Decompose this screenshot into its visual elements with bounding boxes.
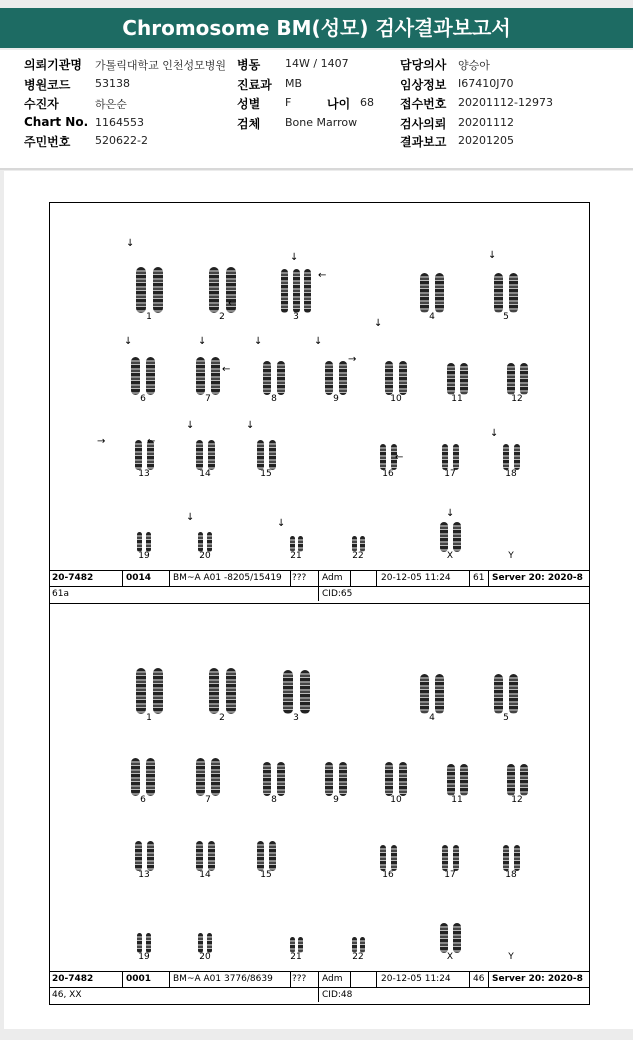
cell-id: CID:48 (322, 990, 353, 1000)
chromosome-pair-12 (504, 764, 530, 796)
chromosome-pair-16 (377, 845, 399, 871)
cell-id: CID:65 (322, 589, 353, 599)
arrow-down-icon: ↓ (186, 512, 195, 523)
chromosome-label: 21 (290, 952, 302, 962)
arrow-left-icon: ← (318, 270, 327, 281)
chromosome-pair-7 (193, 758, 223, 796)
footer-divider (488, 571, 489, 586)
chromosome-label: 9 (333, 795, 339, 805)
info-value: F (285, 96, 292, 109)
footer-divider (469, 972, 470, 987)
chromosome-label: 18 (505, 870, 517, 880)
chromosome-label: 13 (138, 469, 150, 479)
chromosome-pair-22 (350, 536, 366, 552)
chromosome-label: 1 (146, 713, 152, 723)
karyogram-footer (50, 971, 589, 987)
slide-location: BM~A A01 3776/8639 (173, 974, 273, 984)
chromosome-label: 20 (199, 952, 211, 962)
chromosome-pair-19 (135, 933, 153, 953)
info-value: 20201205 (458, 134, 514, 147)
chromosome-label: 12 (511, 795, 523, 805)
footer-divider (169, 972, 170, 987)
info-value: 14W / 1407 (285, 57, 349, 70)
chromosome-pair-17 (439, 444, 461, 470)
chromosome-pair-11 (444, 363, 470, 395)
arrow-left-icon: ← (395, 452, 404, 463)
slide-location: BM~A A01 -8205/15419 (173, 573, 282, 583)
arrow-down-icon: ↓ (124, 336, 133, 347)
info-value: 53138 (95, 77, 130, 90)
chromosome-pair-7 (193, 357, 223, 395)
info-label: 의뢰기관명 (24, 58, 82, 72)
chromosome-pair-3 (279, 269, 313, 313)
chromosome-label: 5 (503, 713, 509, 723)
info-label: 검체 (237, 117, 261, 131)
info-label: Chart No. (24, 115, 89, 129)
chromosome-label: 16 (382, 469, 394, 479)
chromosome-label: 3 (293, 312, 299, 322)
arrow-left-icon: ← (147, 436, 156, 447)
info-value: 20201112 (458, 116, 514, 129)
chromosome-pair-4 (417, 273, 447, 313)
chromosome-label: 16 (382, 870, 394, 880)
info-label: 결과보고 (400, 135, 447, 149)
footer-divider (318, 988, 319, 1002)
info-label: 담당의사 (400, 58, 447, 72)
karyogram-footer (50, 570, 589, 586)
arrow-down-icon: ↓ (186, 420, 195, 431)
chromosome-label: 13 (138, 870, 150, 880)
footer-divider (318, 587, 319, 601)
header-divider (0, 168, 633, 170)
chromosome-pair-2 (205, 668, 239, 714)
cell-count: 61 (473, 573, 485, 583)
chromosome-label: 8 (271, 795, 277, 805)
chromosome-label: 6 (140, 394, 146, 404)
chromosome-pair-1 (132, 668, 166, 714)
chromosome-pair-3 (279, 670, 313, 714)
chromosome-label: 14 (199, 469, 211, 479)
info-label: 검사의뢰 (400, 117, 447, 131)
chromosome-pair-18 (500, 444, 522, 470)
footer-divider (290, 571, 291, 586)
footer-divider (318, 972, 319, 987)
karyogram-panel-1 (49, 202, 590, 604)
unknown-field: ??? (292, 974, 307, 984)
chromosome-pair-8 (260, 762, 288, 796)
chromosome-pair-20 (196, 532, 214, 552)
arrow-down-icon: ↓ (126, 238, 135, 249)
chromosome-label: 17 (444, 469, 456, 479)
chromosome-pair-12 (504, 363, 530, 395)
chromosome-label: 22 (352, 551, 364, 561)
arrow-down-icon: ↓ (490, 428, 499, 439)
karyotype-result: 46, XX (52, 990, 82, 1000)
arrow-right-icon: → (97, 436, 106, 447)
chromosome-pair-8 (260, 361, 288, 395)
info-label: 나이 (327, 97, 351, 111)
patient-info (0, 50, 633, 168)
arrow-down-icon: ↓ (488, 250, 497, 261)
arrow-down-icon: ↓ (374, 318, 383, 329)
chromosome-pair-15 (254, 841, 278, 871)
arrow-down-icon: ↓ (446, 508, 455, 519)
chromosome-label: 11 (451, 795, 463, 805)
chromosome-pair-10 (382, 762, 410, 796)
footer-divider (290, 972, 291, 987)
chromosome-pair-23 (437, 923, 463, 953)
server-name: Server 20: 2020-8 (492, 573, 583, 583)
info-label: 진료과 (237, 78, 272, 92)
arrow-down-icon: ↓ (277, 518, 286, 529)
chromosome-label: 21 (290, 551, 302, 561)
chromosome-pair-14 (193, 841, 217, 871)
chromosome-label: 9 (333, 394, 339, 404)
chromosome-label: Y (508, 551, 514, 561)
chromosome-pair-19 (135, 532, 153, 552)
chromosome-pair-13 (132, 841, 156, 871)
chromosome-pair-5 (491, 273, 521, 313)
info-label: 임상정보 (400, 78, 447, 92)
karyotype-row (50, 586, 589, 601)
info-value: 1164553 (95, 116, 144, 129)
footer-divider (122, 972, 123, 987)
chromosome-label: 17 (444, 870, 456, 880)
chromosome-pair-6 (128, 758, 158, 796)
arrow-left-icon: ← (228, 298, 237, 309)
unknown-field: ??? (292, 573, 307, 583)
chromosome-label: 19 (138, 551, 150, 561)
chromosome-pair-18 (500, 845, 522, 871)
arrow-left-icon: ← (222, 364, 231, 375)
chromosome-pair-14 (193, 440, 217, 470)
arrow-down-icon: ↓ (314, 336, 323, 347)
chromosome-pair-17 (439, 845, 461, 871)
chromosome-label: 1 (146, 312, 152, 322)
chromosome-pair-1 (132, 267, 166, 313)
case-id: 20-7482 (52, 974, 94, 984)
timestamp: 20-12-05 11:24 (381, 573, 451, 583)
chromosome-pair-21 (288, 536, 304, 552)
chromosome-pair-20 (196, 933, 214, 953)
chromosome-label: 10 (390, 795, 402, 805)
chromosome-label: X (446, 551, 454, 561)
chromosome-label: 6 (140, 795, 146, 805)
chromosome-label: 8 (271, 394, 277, 404)
slide-number: 0014 (126, 573, 152, 583)
user-name: Adm (322, 573, 343, 583)
info-value: 가톨릭대학교 인천성모병원 (95, 59, 227, 72)
arrow-down-icon: ↓ (254, 336, 263, 347)
chromosome-label: 5 (503, 312, 509, 322)
chromosome-label: 14 (199, 870, 211, 880)
chromosome-label: 4 (429, 312, 435, 322)
footer-divider (122, 571, 123, 586)
footer-divider (376, 571, 377, 586)
footer-divider (469, 571, 470, 586)
chromosome-pair-11 (444, 764, 470, 796)
chromosome-pair-6 (128, 357, 158, 395)
karyotype-result: 61a (52, 589, 69, 599)
karyogram-panel-2 (49, 603, 590, 1005)
chromosome-label: 10 (390, 394, 402, 404)
server-name: Server 20: 2020-8 (492, 974, 583, 984)
info-value: 520622-2 (95, 134, 148, 147)
info-label: 주민번호 (24, 135, 71, 149)
footer-divider (318, 571, 319, 586)
chromosome-pair-9 (322, 361, 350, 395)
chromosome-pair-22 (350, 937, 366, 953)
chromosome-label: 7 (205, 795, 211, 805)
info-value: 68 (360, 96, 374, 109)
chromosome-label: 3 (293, 713, 299, 723)
user-name: Adm (322, 974, 343, 984)
slide-number: 0001 (126, 974, 152, 984)
footer-divider (488, 972, 489, 987)
info-value: MB (285, 77, 303, 90)
chromosome-label: 11 (451, 394, 463, 404)
chromosome-pair-5 (491, 674, 521, 714)
chromosome-pair-4 (417, 674, 447, 714)
chromosome-pair-9 (322, 762, 350, 796)
footer-divider (350, 571, 351, 586)
report-title: Chromosome BM(성모) 검사결과보고서 (0, 8, 633, 48)
arrow-down-icon: ↓ (246, 420, 255, 431)
info-value: I67410J70 (458, 77, 514, 90)
chromosome-label: 15 (260, 469, 272, 479)
chromosome-label: 20 (199, 551, 211, 561)
chromosome-label: 18 (505, 469, 517, 479)
chromosome-pair-10 (382, 361, 410, 395)
info-value: 20201112-12973 (458, 96, 553, 109)
info-label: 접수번호 (400, 97, 447, 111)
timestamp: 20-12-05 11:24 (381, 974, 451, 984)
info-value: Bone Marrow (285, 116, 358, 129)
info-label: 수진자 (24, 97, 59, 111)
info-label: 병원코드 (24, 78, 71, 92)
info-value: 양승아 (458, 59, 490, 72)
chromosome-label: 19 (138, 952, 150, 962)
footer-divider (376, 972, 377, 987)
chromosome-pair-23 (437, 522, 463, 552)
chromosome-label: 2 (219, 713, 225, 723)
karyotype-row (50, 987, 589, 1002)
info-label: 병동 (237, 58, 261, 72)
case-id: 20-7482 (52, 573, 94, 583)
chromosome-label: 7 (205, 394, 211, 404)
cell-count: 46 (473, 974, 485, 984)
chromosome-pair-15 (254, 440, 278, 470)
chromosome-label: 22 (352, 952, 364, 962)
arrow-right-icon: → (348, 354, 357, 365)
chromosome-label: 15 (260, 870, 272, 880)
chromosome-label: Y (508, 952, 514, 962)
chromosome-label: 12 (511, 394, 523, 404)
arrow-down-icon: ↓ (290, 252, 299, 263)
footer-divider (350, 972, 351, 987)
chromosome-label: 2 (219, 312, 225, 322)
info-value: 하은순 (95, 98, 127, 111)
chromosome-pair-21 (288, 937, 304, 953)
arrow-down-icon: ↓ (198, 336, 207, 347)
info-label: 성별 (237, 97, 261, 111)
chromosome-label: 4 (429, 713, 435, 723)
footer-divider (169, 571, 170, 586)
chromosome-label: X (446, 952, 454, 962)
